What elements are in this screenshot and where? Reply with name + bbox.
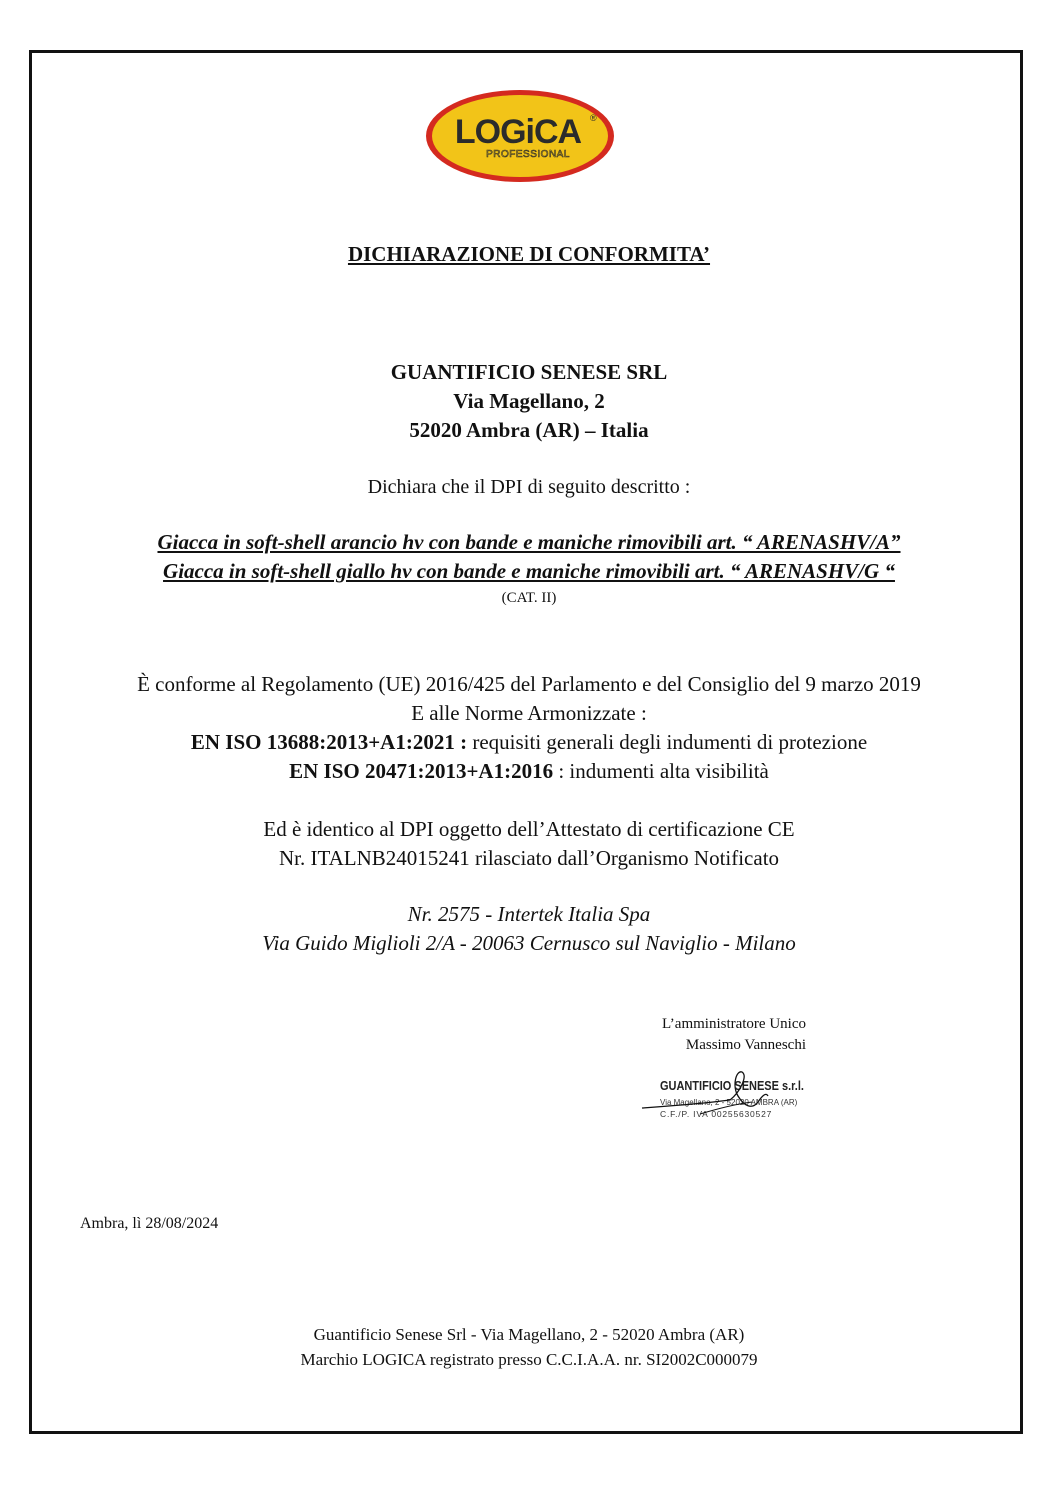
- signer-block: [560, 1014, 806, 1056]
- product-line: Giacca in soft-shell arancio hv con bande e maniche rimovibili art. “ ARENASHV/A”: [157, 530, 901, 554]
- notified-body-name: Nr. 2575 - Intertek Italia Spa: [407, 902, 651, 926]
- regulation-line: È conforme al Regolamento (UE) 2016/425 del Parlamento e del Consiglio del 9 marzo 2019: [137, 672, 921, 696]
- company-block: [0, 358, 1058, 445]
- stamp-line-3: C.F./P. IVA 00255630527: [660, 1109, 773, 1119]
- footer: [0, 1322, 1058, 1372]
- stamp-line-1: GUANTIFICIO SENESE s.r.l.: [660, 1078, 804, 1094]
- logo-registered-mark: ®: [590, 113, 597, 123]
- category-label: (CAT. II): [501, 590, 557, 606]
- norm-description: requisiti generali degli indumenti di protezione: [467, 730, 868, 754]
- notified-body-block: [0, 900, 1058, 958]
- logica-logo: [424, 88, 616, 184]
- product-line: Giacca in soft-shell giallo hv con bande e maniche rimovibili art. “ ARENASHV/G “: [163, 559, 895, 583]
- certificate-number-line: Nr. ITALNB24015241 rilasciato dall’Organismo Notificato: [278, 846, 780, 870]
- certificate-block: [0, 815, 1058, 873]
- norm-line: [0, 757, 1058, 786]
- footer-address: Guantificio Senese Srl - Via Magellano, 2 - 52020 Ambra (AR): [313, 1325, 745, 1344]
- signer-role: L’amministratore Unico: [662, 1016, 806, 1032]
- signer-name: Massimo Vanneschi: [685, 1037, 806, 1053]
- logo-text: LOGiCA: [454, 113, 582, 151]
- conformity-block: [0, 670, 1058, 786]
- notified-body-address: Via Guido Miglioli 2/A - 20063 Cernusco sul Naviglio - Milano: [262, 931, 796, 955]
- norm-description: : indumenti alta visibilità: [553, 759, 769, 783]
- company-name: GUANTIFICIO SENESE SRL: [390, 360, 668, 384]
- document-title: DICHIARAZIONE DI CONFORMITA’: [347, 242, 711, 266]
- footer-trademark: Marchio LOGICA registrato presso C.C.I.A.A. nr. SI2002C000079: [300, 1350, 758, 1369]
- logo-subtext: PROFESSIONAL: [486, 149, 570, 160]
- company-stamp-signature: [640, 1062, 820, 1126]
- certificate-line: Ed è identico al DPI oggetto dell’Attestato di certificazione CE: [263, 817, 795, 841]
- stamp-line-2: Via Magellano, 2 - 52020 AMBRA (AR): [660, 1098, 798, 1107]
- company-street: Via Magellano, 2: [453, 389, 605, 413]
- date-place: Ambra, lì 28/08/2024: [80, 1215, 219, 1232]
- company-city: 52020 Ambra (AR) – Italia: [409, 418, 649, 442]
- norm-code: EN ISO 20471:2013+A1:2016: [289, 759, 554, 783]
- norm-line: [0, 728, 1058, 757]
- norms-intro: E alle Norme Armonizzate :: [411, 701, 647, 725]
- declaration-intro: Dichiara che il DPI di seguito descritto :: [367, 476, 691, 498]
- norm-code: EN ISO 13688:2013+A1:2021 :: [190, 730, 468, 754]
